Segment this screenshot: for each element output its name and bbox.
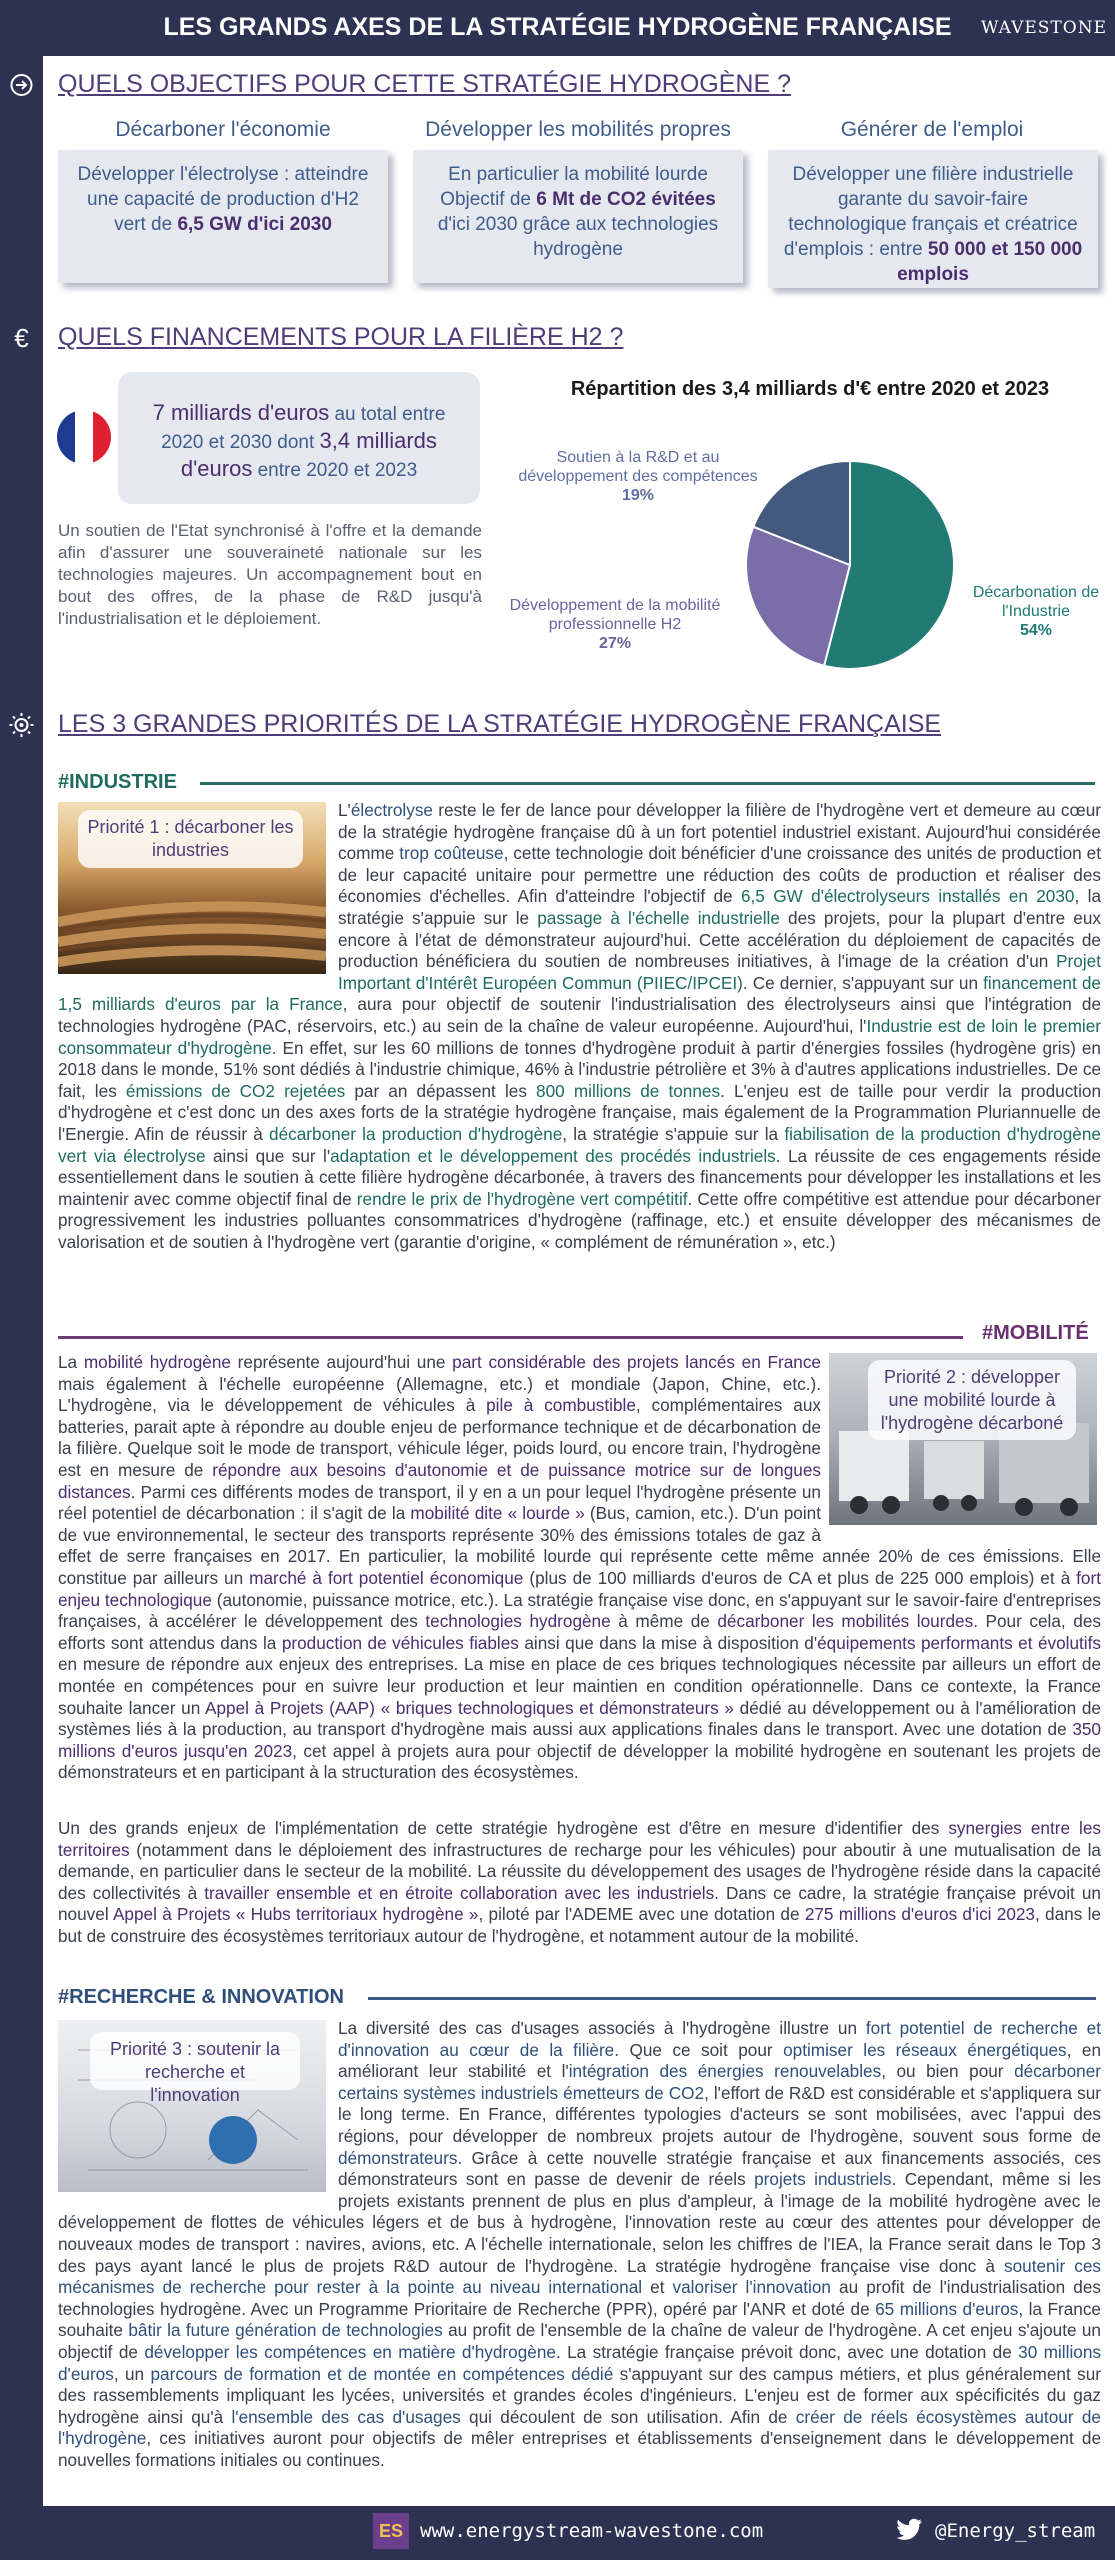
paragraph-text: et (642, 2277, 673, 2298)
paragraph-text: La (58, 1352, 84, 1372)
paragraph-text: . L'enjeu est de taille pour verdir la production d'hydrogène et c'est donc un des axes forts de la stratégie hydrogène française, mais également de la Programmation Pluriannuelle de l'Energie. Afin de réussir à (58, 1080, 1102, 1144)
paragraph-text: , cette technologie doit bénéficier d'une croissance des unités de production et de leur capacité unitaire pour permettre une réduction des coûts de production et réaliser des économies d'échelles. Afin d'atteindre l'objectif de (338, 843, 1101, 907)
objective-highlight-2: 6 Mt de CO2 évitées (536, 189, 716, 210)
paragraph-text: . Cette offre compétitive est attendue pour décarboner progressivement les industries polluantes consommatrices d'hydrogène (raffinage, etc.) et ensuite développer des mécanismes de valorisation et de soutien à l'hydrogène vert (garantie d'origine, « complément de rémunération », etc.) (58, 1188, 1101, 1252)
financing-title: QUELS FINANCEMENTS POUR LA FILIÈRE H2 ? (58, 323, 624, 351)
paragraph-text: L' (338, 800, 351, 820)
highlighted-text: 30 millions d'euros (58, 2341, 1101, 2384)
arrow-circle-icon (0, 72, 43, 98)
highlighted-text: électrolyse (350, 800, 433, 820)
highlighted-text: Industrie est de loin le premier consommateur d'hydrogène (58, 1015, 1101, 1058)
paragraph-text: Un des grands enjeux de l'implémentation de cette stratégie hydrogène est d'être en mesure d'identifier des (58, 1818, 949, 1838)
slice-pct-mobility: 27% (598, 635, 632, 652)
industry-tag: #INDUSTRIE (58, 771, 177, 793)
paragraph-text: , la stratégie s'appuie sur la (562, 1123, 785, 1144)
highlighted-text: Projet Important d'Intérêt Européen Commun (PIIEC/IPCEI) (338, 951, 1101, 993)
pie-chart (740, 455, 960, 675)
paragraph-text: , l'effort de R&D est considérable et s'appliquera sur le long terme. En France, différentes typologies d'acteurs se sont mobilisées, avec l'appui des régions, pour développer de nombreux projets autour de l'hydrogène, souvent sous forme de (338, 2082, 1101, 2146)
highlighted-text: marché à fort potentiel économique (249, 1567, 524, 1588)
highlighted-text: répondre aux besoins d'autonomie et de puissance motrice sur de longues distances (58, 1459, 821, 1502)
highlighted-text: travailler ensemble et en étroite collaboration avec les industriels (204, 1882, 715, 1903)
highlighted-text: émissions de CO2 rejetées (125, 1080, 346, 1101)
objective-highlight-1: 6,5 GW d'ici 2030 (177, 214, 332, 235)
highlighted-text: valoriser l'innovation (672, 2277, 831, 2298)
paragraph-text: qui découlent de son utilisation. Afin de (460, 2406, 796, 2427)
highlighted-text: 65 millions d'euros (875, 2298, 1019, 2319)
paragraph-text: , ces initiatives auront pour objectifs de mêler entreprises et établissements d'enseignement dans le développement de nouvelles formations initiales ou continues. (58, 2428, 1101, 2470)
paragraph-text: . Que ce soit pour (614, 2039, 784, 2060)
paragraph-text: représente aujourd'hui une (230, 1352, 453, 1372)
highlighted-text: adaptation et le développement des procédés industriels (330, 1145, 776, 1166)
paragraph-text: mais également à l'échelle européenne (Allemagne, etc.) et mondiale (Japon, Chine, etc.). L'hydrogène, via le développement de véhicules à (58, 1373, 821, 1416)
paragraph-text: , en améliorant leur stabilité et l' (338, 2039, 1102, 2082)
slice-label-mobility: Développement de la mobilité professionnelle H2 27% (500, 596, 730, 653)
highlighted-text: projets industriels (754, 2169, 892, 2190)
mobility-tag: #MOBILITÉ (982, 1322, 1089, 1344)
objective-card-1: Développer l'électrolyse : atteindre une capacité de production d'H2 vert de 6,5 GW d'ici 2030 (58, 150, 388, 283)
funding-total: 7 milliards d'euros (152, 400, 330, 425)
paragraph-text: . La stratégie française prévoit donc, avec une dotation de (555, 2341, 1019, 2362)
paragraph-text: . Grâce à cette nouvelle stratégie française et aux financements associés, ces démonstrateurs sont en passe de devenir de réels (338, 2147, 1101, 2190)
highlighted-text: 800 millions de tonnes (536, 1080, 721, 1101)
highlighted-text: fort enjeu technologique (58, 1567, 1101, 1610)
highlighted-text: optimiser les réseaux énergétiques (783, 2039, 1067, 2060)
industry-caption: Priorité 1 : décarboner les industries (78, 810, 303, 868)
slice-label-industry: Décarbonation de l'Industrie 54% (962, 583, 1110, 640)
highlighted-text: fort potentiel de recherche et d'innovation au cœur de la filière (338, 2018, 1102, 2060)
highlighted-text: décarboner la production d'hydrogène (269, 1123, 563, 1144)
paragraph-text: , piloté par l'ADEME avec une dotation de (478, 1904, 805, 1925)
paragraph-text: au profit de l'ensemble de la chaîne de valeur de l'hydrogène. A cet enjeu s'ajoute un objectif de (58, 2320, 1101, 2362)
highlighted-text: bâtir la future génération de technologies (128, 2320, 443, 2341)
highlighted-text: mobilité hydrogène (83, 1352, 231, 1372)
paragraph-text: des projets, pour la plupart d'entre eux encore à l'état de démonstrateur aujourd'hui. Cette accélération du déploiement de capacités de production bénéficiera du soutien de nombreuses initiatives, à l'image de la création d'un (338, 907, 1102, 972)
euro-icon: € (14, 323, 29, 353)
priorities-title: LES 3 GRANDES PRIORITÉS DE LA STRATÉGIE HYDROGÈNE FRANÇAISE (58, 710, 942, 738)
paragraph-text: (Bus, camion, etc.). D'un point de vue environnemental, le secteur des transports représente 30% des émissions totales de gaz à effet de serre françaises en 2017. En particulier, la mobilité lourde qui représente cette même année 20% de ces émissions. Elle constitue par ailleurs un (58, 1503, 1101, 1588)
paragraph-text: , complémentaires aux batteries, parait apte à répondre au double enjeu de performance technique et de décarbonation de la filière. Quelque soit le mode de transport, véhicule léger, poids lourd, ou encore train, l'hydrogène est en mesure de (58, 1395, 821, 1480)
brand-logo: WAVESTONE (981, 18, 1107, 38)
mobility-rule (58, 1336, 963, 1339)
highlighted-text: soutenir ces mécanismes de recherche pour rester à la pointe au niveau international (58, 2255, 1101, 2298)
research-caption: Priorité 3 : soutenir la recherche et l'innovation (90, 2032, 300, 2090)
highlighted-text: équipements performants et évolutifs (817, 1632, 1101, 1653)
paragraph-text: . Pour cela, des efforts sont attendus dans la (58, 1611, 1101, 1653)
highlighted-text: 6,5 GW d'électrolyseurs installés en 2030 (740, 886, 1075, 907)
slice-label-rd: Soutien à la R&D et au développement des compétences 19% (508, 448, 768, 505)
funding-summary-box: 7 milliards d'euros au total entre 2020 et 2030 dont 3,4 milliards d'euros entre 2020 et 2023 (118, 372, 480, 504)
paragraph-text: par an dépassent les (345, 1080, 537, 1101)
paragraph-text: (notamment dans le déploiement des infrastructures de recharge pour les véhicules) pour aboutir à une mutualisation de la demande, en particulier dans le secteur de la mobilité. La réussite du développement des usages de l'hydrogène réside dans la capacité des collectivités à (58, 1839, 1101, 1903)
paragraph-text: , dans le but de construire des écosystèmes territoriaux autour de l'hydrogène, et notamment autour de la mobilité. (58, 1904, 1101, 1946)
objective-heading-1: Décarboner l'économie (115, 118, 331, 141)
highlighted-text: développer les compétences en matière d'hydrogène (144, 2341, 556, 2362)
chart-title: Répartition des 3,4 milliards d'€ entre 2020 et 2023 (570, 378, 1050, 400)
highlighted-text: 350 millions d'euros jusqu'en 2023 (58, 1719, 1101, 1761)
highlighted-text: mobilité dite « lourde » (410, 1503, 585, 1524)
paragraph-text: ainsi que sur l' (205, 1145, 331, 1166)
objective-card-3: Développer une filière industrielle garante du savoir-faire technologique français et créatrice d'emplois : entre 50 000 et 150 000 emplois (768, 150, 1098, 288)
paragraph-text: , cet appel à projets aura pour objectif de développer la mobilité hydrogène en soutenant les projets de démonstrateurs et en participant à la structuration des écosystèmes. (58, 1740, 1101, 1783)
paragraph-text: (plus de 100 milliards d'euros de CA et plus de 225 000 emplois) et à (523, 1567, 1077, 1588)
footer-url-link[interactable]: www.energystream-wavestone.com (420, 2520, 764, 2542)
funding-2020-2023: 3,4 milliards d'euros (180, 428, 437, 481)
mobility-caption: Priorité 2 : développer une mobilité lourde à l'hydrogène décarboné (868, 1360, 1076, 1440)
paragraph-text: . Ce dernier, s'appuyant sur un (742, 972, 984, 993)
slice-pct-rd: 19% (621, 487, 655, 504)
objective-heading-3: Générer de l'emploi (840, 118, 1024, 141)
twitter-icon[interactable] (897, 2518, 923, 2540)
research-tag: #RECHERCHE & INNOVATION (58, 1986, 344, 2008)
highlighted-text: passage à l'échelle industrielle (537, 907, 780, 928)
photo-spacer (58, 800, 338, 984)
footer-twitter-handle[interactable]: @Energy_stream (935, 2520, 1096, 2542)
photo-spacer (58, 2018, 338, 2194)
objective-card-2: En particulier la mobilité lourde Objectif de 6 Mt de CO2 évitées d'ici 2030 grâce aux technologies hydrogène (413, 150, 743, 283)
objective-highlight-3: 50 000 et 150 000 emplois (897, 239, 1083, 285)
sidebar (0, 0, 43, 2560)
objectives-title: QUELS OBJECTIFS POUR CETTE STRATÉGIE HYDROGÈNE ? (58, 70, 791, 98)
paragraph-text: au profit de l'industrialisation des technologies hydrogène. Avec un Programme Prioritaire de Recherche (PPR), opéré par l'ANR et doté de (58, 2277, 1101, 2319)
highlighted-text: l'ensemble des cas d'usages (231, 2406, 461, 2427)
paragraph-text: dédié au développement ou à l'amélioration de systèmes liés à la production, au transport d'hydrogène mais aussi aux applications finales dans le transport. Avec une dotation de (58, 1697, 1101, 1740)
highlighted-text: fiabilisation de la production d'hydrogène vert via électrolyse (58, 1123, 1101, 1166)
highlighted-text: décarboner les mobilités lourdes (717, 1611, 974, 1632)
paragraph-text: s'appuyant sur des campus métiers, et plus généralement sur des rassemblements impliquant les lycées, universités et grandes écoles d'ingénieurs. L'enjeu est de former aux spécificités du gaz hydrogène ainsi qu'à (58, 2363, 1102, 2427)
paragraph-text: (autonomie, puissance motrice, etc.). La stratégie française vise donc, en s'appuyant sur le savoir-faire d'entreprises françaises, à accélérer le développement des (58, 1589, 1101, 1632)
highlighted-text: technologies hydrogène (425, 1611, 611, 1632)
highlighted-text: synergies entre les territoires (58, 1818, 1101, 1860)
energystream-logo: ES (373, 2513, 409, 2549)
paragraph-text: , aura pour objectif de soutenir l'industrialisation des électrolyseurs ainsi que l'intégration de technologies hydrogène (PAC, réservoirs, etc.) au sein de la chaîne de valeur européenne. Aujourd'hui, l' (58, 994, 1101, 1036)
highlighted-text: trop coûteuse (399, 843, 504, 864)
paragraph-text: . La réussite de ces engagements réside essentiellement dans le soutien à cette filière hydrogène décarbonée, à travers des financements pour développer les installations et les maintenir avec comme objectif final de (58, 1145, 1102, 1209)
research-rule (368, 1997, 1096, 2000)
paragraph-text: La diversité des cas d'usages associés à l'hydrogène illustre un (338, 2018, 866, 2038)
paragraph-text: reste le fer de lance pour développer la filière de l'hydrogène vert et demeure au cœur de la stratégie hydrogène française dû à un fort potentiel industriel existant. Aujourd'hui considérée comme (338, 800, 1101, 864)
highlighted-text: rendre le prix de l'hydrogène vert compétitif (356, 1188, 688, 1209)
highlighted-text: démonstrateurs (338, 2147, 458, 2168)
mobility-paragraph (58, 1352, 1101, 1784)
paragraph-text: , ou bien pour (881, 2061, 1015, 2082)
slice-pct-industry: 54% (1019, 622, 1053, 639)
paragraph-text: en mesure de répondre aux enjeux des entreprises. La mise en place de ces briques technologiques nécessite par ailleurs un effort de montée en compétences pour en suivre leur production et leur maintien en condition opérationnelle. Dans ce contexte, la France souhaite lancer un (58, 1654, 1101, 1718)
page-title: LES GRANDS AXES DE LA STRATÉGIE HYDROGÈNE FRANÇAISE (163, 13, 952, 41)
highlighted-text: production de véhicules fiables (281, 1632, 519, 1653)
highlighted-text: financement de 1,5 milliards d'euros par la France (58, 972, 1101, 1015)
paragraph-text: à même de (610, 1611, 718, 1632)
france-flag (57, 410, 111, 464)
highlighted-text: 275 millions d'euros d'ici 2023 (804, 1904, 1035, 1925)
paragraph-text: ainsi que dans la mise à disposition d' (518, 1632, 818, 1653)
highlighted-text: parcours de formation et de montée en compétences dédié (150, 2363, 614, 2384)
funding-paragraph: Un soutien de l'Etat synchronisé à l'offre et la demande afin d'assurer une souveraineté nationale sur les technologies majeures. Un accompagnement bout en bout des offres, de la phase de R&D jusqu'à l'industrialisation et le déploiement. (58, 521, 482, 628)
industry-paragraph (58, 800, 1101, 1253)
highlighted-text: intégration des énergies renouvelables (568, 2061, 882, 2082)
highlighted-text: créer de réels écosystèmes autour de l'hydrogène (58, 2406, 1101, 2449)
paragraph-text: , la France souhaite (58, 2298, 1101, 2341)
paragraph-text: . Parmi ces différents modes de transport, il y en a un pour lequel l'hydrogène présente un réel potentiel de décarbonation : il s'agit de la (58, 1481, 821, 1524)
paragraph-text: . En effet, sur les 60 millions de tonnes d'hydrogène produit à partir d'énergies fossiles (hydrogène gris) en 2018 dans le monde, 51% sont dédiés à l'industrie chimique, 46% à l'industrie pétrolière et 3% à d'autres applications industrielles. De ce fait, les (58, 1037, 1101, 1101)
highlighted-text: Appel à Projets « Hubs territoriaux hydrogène » (112, 1904, 479, 1925)
research-paragraph (58, 2018, 1101, 2471)
paragraph-text: . Cependant, même si les projets existants prennent de plus en plus d'ampleur, à l'image de la mobilité hydrogène avec le développement de flottes de véhicules légers et de bus à hydrogène, l'innovation reste au cœur des attentes pour développer de nouveaux modes de transport : navires, avions, etc. A l'échelle internationale, selon les chiffres de l'IEA, la France serait dans le Top 3 des pays ayant lancé le plus de projets R&D autour de l'hydrogène. La stratégie hydrogène française vise donc à (58, 2169, 1101, 2276)
highlighted-text: part considérable des projets lancés en France (452, 1352, 821, 1372)
sun-gear-icon (0, 710, 43, 740)
objective-heading-2: Développer les mobilités propres (425, 118, 731, 141)
mobility-paragraph-2 (58, 1818, 1101, 1948)
paragraph-text: , un (113, 2363, 151, 2384)
paragraph-text: . Dans ce cadre, la stratégie française prévoit un nouvel (58, 1882, 1101, 1925)
highlighted-text: pile à combustible (486, 1395, 636, 1416)
highlighted-text: décarboner certains systèmes industriels émetteurs de CO2 (338, 2061, 1102, 2103)
photo-spacer (821, 1352, 1101, 1528)
paragraph-text: , la stratégie s'appuie sur le (338, 886, 1101, 928)
highlighted-text: Appel à Projets (AAP) « briques technologiques et démonstrateurs » (205, 1697, 734, 1718)
industry-rule (200, 782, 1095, 785)
